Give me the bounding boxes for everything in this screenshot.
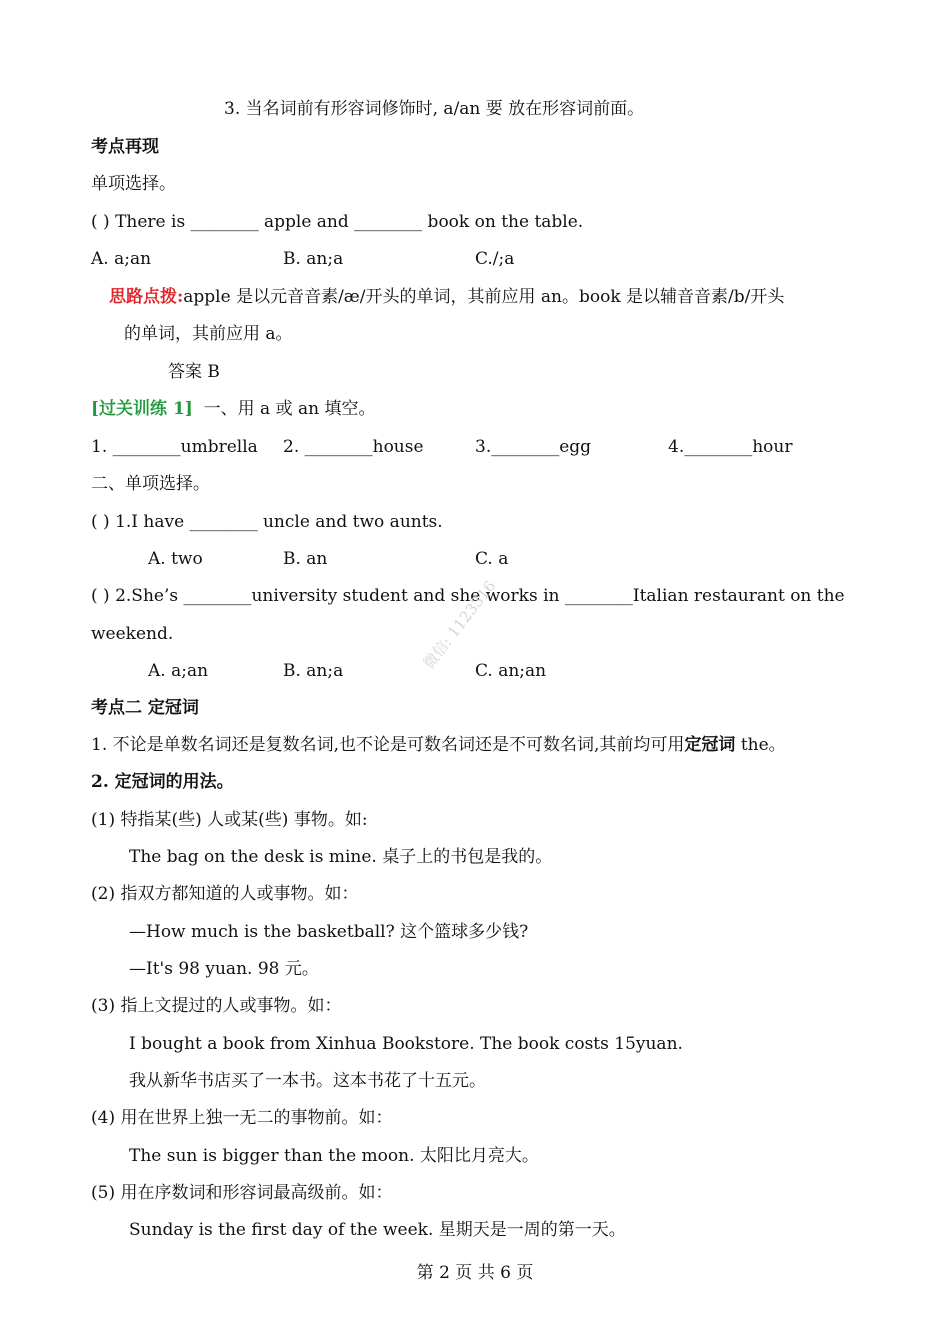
point-1-bold: 定冠词 [684, 735, 736, 755]
training-heading [91, 398, 376, 420]
usage-1: (1) 特指某(些) 人或某(些) 事物。如: [91, 810, 368, 830]
usage-2-example-1: —How much is the basketball? 这个篮球多少钱? [129, 922, 529, 942]
usage-3-example-2: 我从新华书店买了一本书。这本书花了十五元。 [129, 1071, 486, 1091]
q1-option-b: B. an [283, 549, 328, 569]
review-heading: 考点再现 [91, 137, 159, 157]
usage-3: (3) 指上文提过的人或事物。如： [91, 996, 342, 1016]
review-question: ( ) There is ________ apple and ________ book on the table. [91, 212, 584, 232]
question-2-line-1: ( ) 2.She’s ________university student and she works in ________Italian restaurant on the [91, 586, 845, 606]
point-1-tail: the。 [735, 735, 786, 755]
usage-2-example-2: —It's 98 yuan. 98 元。 [129, 959, 319, 979]
section2-title: 二、单项选择。 [91, 474, 210, 494]
point-1-text: 1. 不论是单数名词还是复数名词,也不论是可数名词还是不可数名词,其前均可用 [91, 735, 685, 755]
point-2: 2. 定冠词的用法。 [91, 772, 234, 792]
usage-1-example: The bag on the desk is mine. 桌子上的书包是我的。 [129, 847, 553, 867]
point-1 [91, 734, 786, 756]
answer: 答案 B [168, 362, 220, 382]
training-title: 一、用 a 或 an 填空。 [203, 399, 376, 419]
hint-line-1 [109, 286, 784, 308]
question-1: ( ) 1.I have ________ uncle and two aunts. [91, 512, 443, 532]
q1-option-c: C. a [475, 549, 509, 569]
page-footer: 第 2 页 共 6 页 [416, 1263, 534, 1283]
fill-item-3: 3.________egg [475, 437, 592, 457]
usage-4-example: The sun is bigger than the moon. 太阳比月亮大。 [129, 1146, 539, 1166]
usage-5-example: Sunday is the first day of the week. 星期天是一周的第一天。 [129, 1220, 626, 1240]
fill-item-4: 4.________hour [668, 437, 793, 457]
rule-3: 3. 当名词前有形容词修饰时, a/an 要 放在形容词前面。 [224, 99, 645, 119]
hint-text-1: apple 是以元音音素/æ/开头的单词，其前应用 an。book 是以辅音音素/b/开头 [183, 287, 785, 307]
q2-option-c: C. an;an [475, 661, 547, 681]
review-option-b: B. an;a [283, 249, 344, 269]
usage-3-example-1: I bought a book from Xinhua Bookstore. The book costs 15yuan. [129, 1034, 683, 1054]
usage-2: (2) 指双方都知道的人或事物。如： [91, 884, 359, 904]
q1-option-a: A. two [148, 549, 203, 569]
review-option-a: A. a;an [91, 249, 152, 269]
training-label: [过关训练 1] [91, 399, 193, 419]
usage-5: (5) 用在序数词和形容词最高级前。如： [91, 1183, 393, 1203]
usage-4: (4) 用在世界上独一无二的事物前。如： [91, 1108, 393, 1128]
question-2-line-2: weekend. [91, 624, 174, 644]
hint-label: 思路点拨: [109, 287, 184, 307]
review-option-c: C./;a [475, 249, 515, 269]
q2-option-a: A. a;an [148, 661, 209, 681]
review-task: 单项选择。 [91, 174, 176, 194]
fill-item-2: 2. ________house [283, 437, 424, 457]
fill-item-1: 1. ________umbrella [91, 437, 258, 457]
watermark: 微信: 1123316 [419, 577, 500, 673]
section2-heading: 考点二 定冠词 [91, 698, 199, 718]
q2-option-b: B. an;a [283, 661, 344, 681]
hint-line-2: 的单词，其前应用 a。 [124, 324, 293, 344]
